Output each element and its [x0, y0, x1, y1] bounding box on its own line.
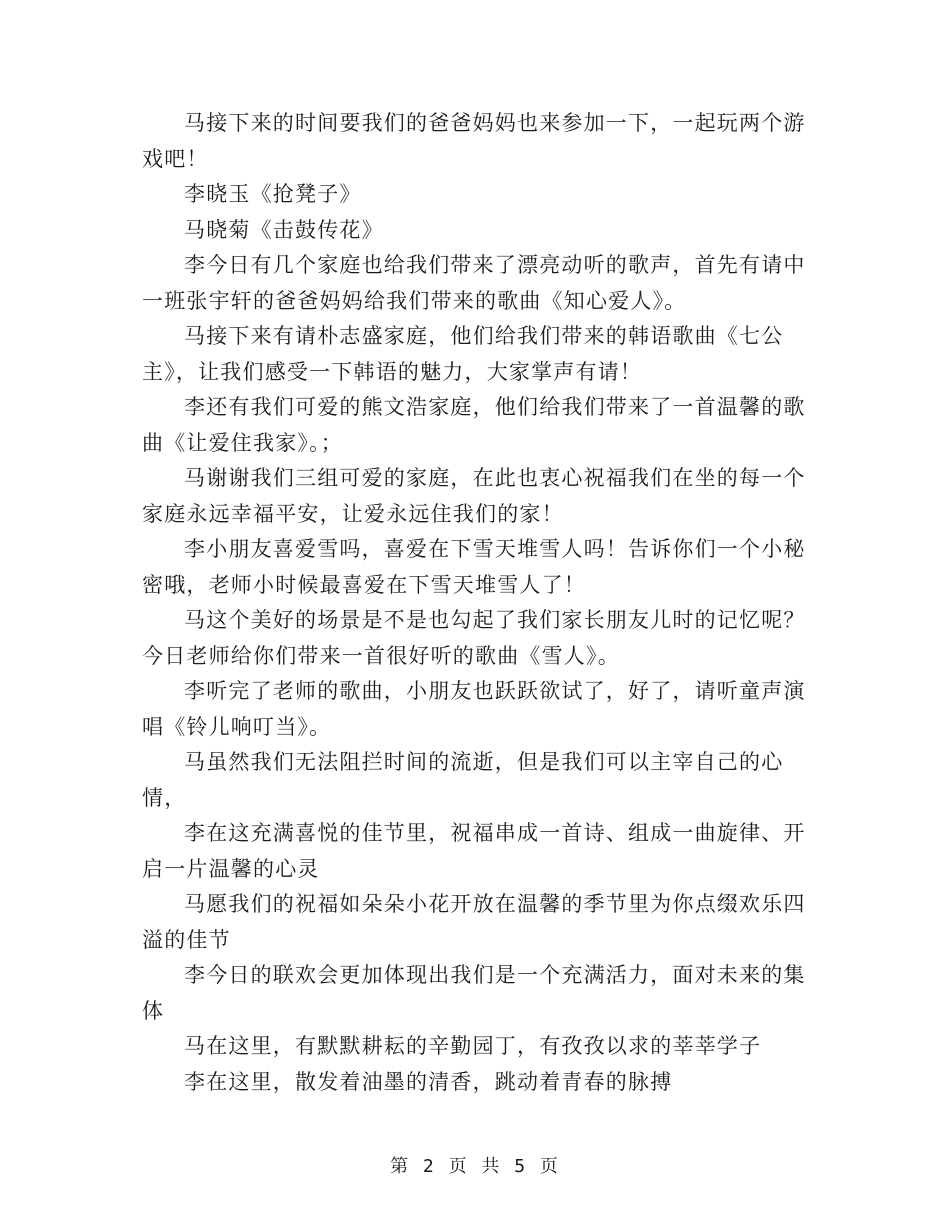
- page-footer: 第 2 页 共 5 页: [390, 1156, 560, 1177]
- paragraph: 李在这里，散发着油墨的清香，跳动着青春的脉搏: [184, 1069, 673, 1094]
- document-body: [142, 106, 810, 1100]
- paragraph: 马虽然我们无法阻拦时间的流逝，但是我们可以主宰自己的心情，: [142, 750, 784, 810]
- paragraph: 李晓玉《抢凳子》: [184, 182, 362, 206]
- paragraph: 马晓菊《击鼓传花》: [184, 217, 384, 242]
- paragraph: 李今日的联欢会更加体现出我们是一个充满活力，面对未来的集体: [142, 963, 806, 1023]
- paragraph: 李还有我们可爱的熊文浩家庭，他们给我们带来了一首温馨的歌曲《让爱住我家》。；: [142, 395, 806, 455]
- paragraph: 李在这充满喜悦的佳节里，祝福串成一首诗、组成一曲旋律、开启一片温馨的心灵: [142, 821, 806, 881]
- paragraph: 马谢谢我们三组可爱的家庭，在此也衷心祝福我们在坐的每一个家庭永远幸福平安，让爱永远住我们的家！: [142, 466, 806, 526]
- paragraph: 李听完了老师的歌曲，小朋友也跃跃欲试了，好了，请听童声演唱《铃儿响叮当》。: [142, 679, 806, 739]
- paragraph: 李小朋友喜爱雪吗，喜爱在下雪天堆雪人吗！告诉你们一个小秘密哦，老师小时候最喜爱在下雪天堆雪人了！: [142, 537, 806, 597]
- paragraph: 马愿我们的祝福如朵朵小花开放在温馨的季节里为你点缀欢乐四溢的佳节: [142, 892, 806, 952]
- paragraph: 马这个美好的场景是不是也勾起了我们家长朋友儿时的记忆呢？今日老师给你们带来一首很好听的歌曲《雪人》。: [142, 608, 806, 668]
- paragraph: 李今日有几个家庭也给我们带来了漂亮动听的歌声，首先有请中一班张宇轩的爸爸妈妈给我们带来的歌曲《知心爱人》。: [142, 253, 806, 313]
- paragraph: 马接下来有请朴志盛家庭，他们给我们带来的韩语歌曲《七公主》，让我们感受一下韩语的魅力，大家掌声有请！: [142, 324, 784, 384]
- paragraph: 马在这里，有默默耕耘的辛勤园丁，有孜孜以求的莘莘学子: [184, 1034, 762, 1058]
- paragraph: 马接下来的时间要我们的爸爸妈妈也来参加一下，一起玩两个游戏吧！: [142, 111, 806, 171]
